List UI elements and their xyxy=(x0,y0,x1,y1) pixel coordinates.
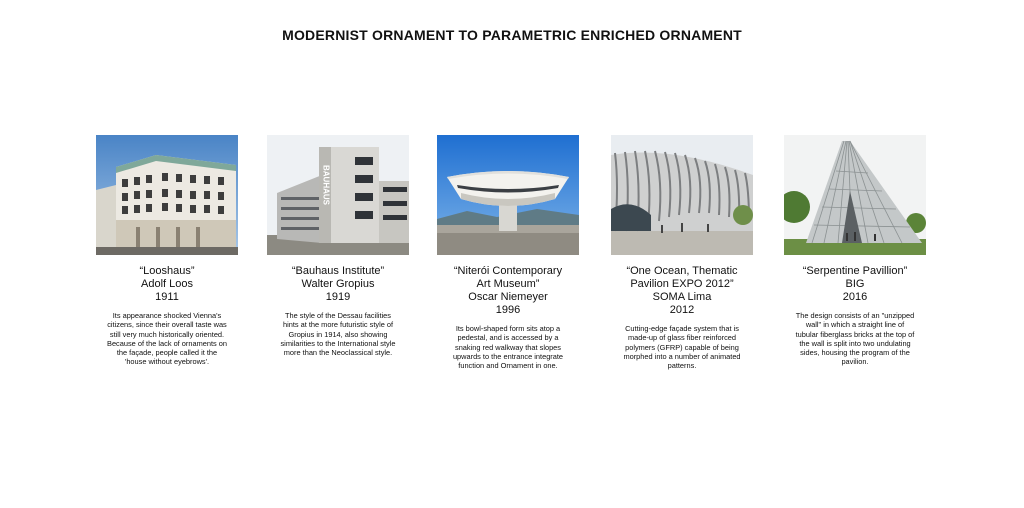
building-name: “Looshaus” xyxy=(139,265,195,277)
card-heading xyxy=(607,265,757,317)
building-name: “Niterói Contemporary xyxy=(453,265,563,277)
photo-one-ocean xyxy=(611,135,753,255)
card-heading xyxy=(780,265,930,304)
niteroi-illustration xyxy=(437,135,579,255)
card-niteroi xyxy=(433,135,583,370)
building-name-cont: Pavilion EXPO 2012” xyxy=(630,278,734,290)
building-name: “Serpentine Pavillion” xyxy=(802,265,908,277)
building-name: “Bauhaus Institute” xyxy=(291,265,385,277)
looshaus-illustration xyxy=(96,135,238,255)
card-serpentine xyxy=(780,135,930,367)
year: 1919 xyxy=(325,291,351,303)
building-name-cont: Art Museum” xyxy=(476,278,540,290)
building-name: “One Ocean, Thematic xyxy=(626,265,738,277)
year: 1911 xyxy=(155,291,179,303)
page-title: MODERNIST ORNAMENT TO PARAMETRIC ENRICHED ORNAMENT xyxy=(282,27,742,43)
year: 2012 xyxy=(669,304,695,316)
year: 1996 xyxy=(495,304,521,316)
architect-name: Adolf Loos xyxy=(141,278,193,290)
architect-name: SOMA Lima xyxy=(652,291,712,303)
card-heading xyxy=(92,265,242,304)
card-bauhaus xyxy=(263,135,413,357)
photo-bauhaus xyxy=(267,135,409,255)
card-looshaus xyxy=(92,135,242,367)
architect-name: BIG xyxy=(845,278,865,290)
bauhaus-sign: BAUHAUS xyxy=(321,165,331,205)
description: The design consists of an "unzipped wall" in which a straight line of tubular fiberglass bricks at the top of the wall is split into two undulating sides, housing the program of the pavilion. xyxy=(795,311,915,367)
card-heading xyxy=(433,265,583,317)
description: Its appearance shocked Vienna's citizens, since their overall taste was still very much historically oriented. Because of the lack of ornaments on the façade, people called it the 'house without eyebrows'. xyxy=(107,311,227,367)
description: Its bowl-shaped form sits atop a pedestal, and is accessed by a snaking red walkway that slopes upwards to the entrance integrate function and Ornament in one. xyxy=(452,324,564,371)
photo-niteroi xyxy=(437,135,579,255)
architect-name: Walter Gropius xyxy=(301,278,375,290)
card-one-ocean xyxy=(607,135,757,370)
bauhaus-illustration xyxy=(267,135,409,255)
photo-looshaus xyxy=(96,135,238,255)
description: The style of the Dessau facilities hints at the more futuristic style of Gropius in 1914, also showing similarities to the International style more than the Neoclassical style. xyxy=(280,311,396,358)
description: Cutting-edge façade system that is made-up of glass fiber reinforced polymers (GFRP) capable of being morphed into a number of animated patterns. xyxy=(623,324,741,371)
architect-name: Oscar Niemeyer xyxy=(468,291,548,303)
serpentine-illustration xyxy=(784,135,926,255)
year: 2016 xyxy=(842,291,868,303)
card-heading xyxy=(263,265,413,304)
one-ocean-illustration xyxy=(611,135,753,255)
photo-serpentine xyxy=(784,135,926,255)
